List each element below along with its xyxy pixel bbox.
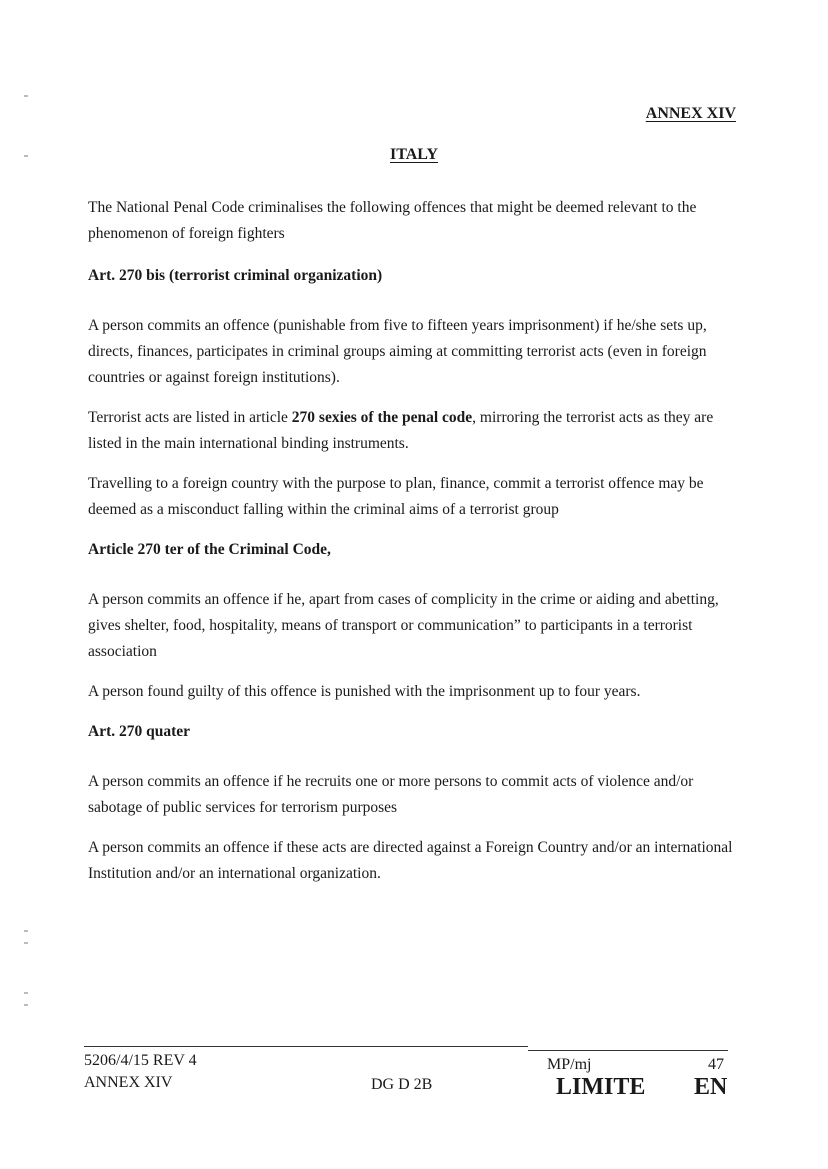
- paragraph: A person found guilty of this offence is punished with the imprisonment up to four years.: [88, 683, 641, 700]
- annex-label: ANNEX XIV: [645, 105, 736, 122]
- text-span: Terrorist acts are listed in article: [88, 409, 292, 426]
- paragraph: A person commits an offence if he, apart from cases of complicity in the crime or aiding and abetting, gives shelter, food, hospitality, means of transport or communication” to participants in a terrorist association: [88, 591, 719, 660]
- heading-art-270-quater: Art. 270 quater: [88, 723, 191, 740]
- scan-mark: [24, 1004, 28, 1006]
- footer-doc-ref: 5206/4/15 REV 4: [84, 1052, 197, 1069]
- paragraph-penal-code-reference: [88, 405, 738, 457]
- page-title: ITALY: [389, 146, 439, 163]
- scan-mark: [24, 95, 28, 97]
- footer-language: EN: [694, 1074, 728, 1100]
- paragraph: Travelling to a foreign country with the purpose to plan, finance, commit a terrorist offence may be deemed as a misconduct falling within the criminal aims of a terrorist group: [88, 475, 704, 518]
- document-body: [88, 195, 738, 901]
- text-span: , mirroring the terrorist acts as they are listed in the main international binding instruments.: [88, 409, 714, 452]
- footer-divider: [84, 1046, 528, 1047]
- scan-mark: [24, 992, 28, 994]
- paragraph: A person commits an offence (punishable from five to fifteen years imprisonment) if he/she sets up, directs, finances, participates in criminal groups aiming at committing terrorist acts (even in foreign countries or against foreign institutions).: [88, 317, 707, 386]
- footer-annex: ANNEX XIV: [84, 1074, 173, 1091]
- footer-classification: LIMITE: [556, 1074, 646, 1100]
- bold-reference: 270 sexies of the penal code: [291, 409, 473, 426]
- paragraph: A person commits an offence if he recruits one or more persons to commit acts of violence and/or sabotage of public services for terrorism purposes: [88, 773, 694, 816]
- footer-dg: DG D 2B: [371, 1076, 433, 1093]
- footer-divider: [528, 1050, 728, 1051]
- scan-mark: [24, 942, 28, 944]
- intro-paragraph: The National Penal Code criminalises the following offences that might be deemed relevant to the phenomenon of foreign fighters: [88, 199, 697, 242]
- heading-art-270-bis: Art. 270 bis (terrorist criminal organization): [88, 267, 383, 284]
- heading-art-270-ter: Article 270 ter of the Criminal Code,: [88, 541, 331, 558]
- footer-page-number: 47: [708, 1056, 724, 1073]
- footer-initials: MP/mj: [547, 1056, 592, 1073]
- paragraph: A person commits an offence if these acts are directed against a Foreign Country and/or an international Institution and/or an international organization.: [88, 839, 733, 882]
- scan-mark: [24, 930, 28, 932]
